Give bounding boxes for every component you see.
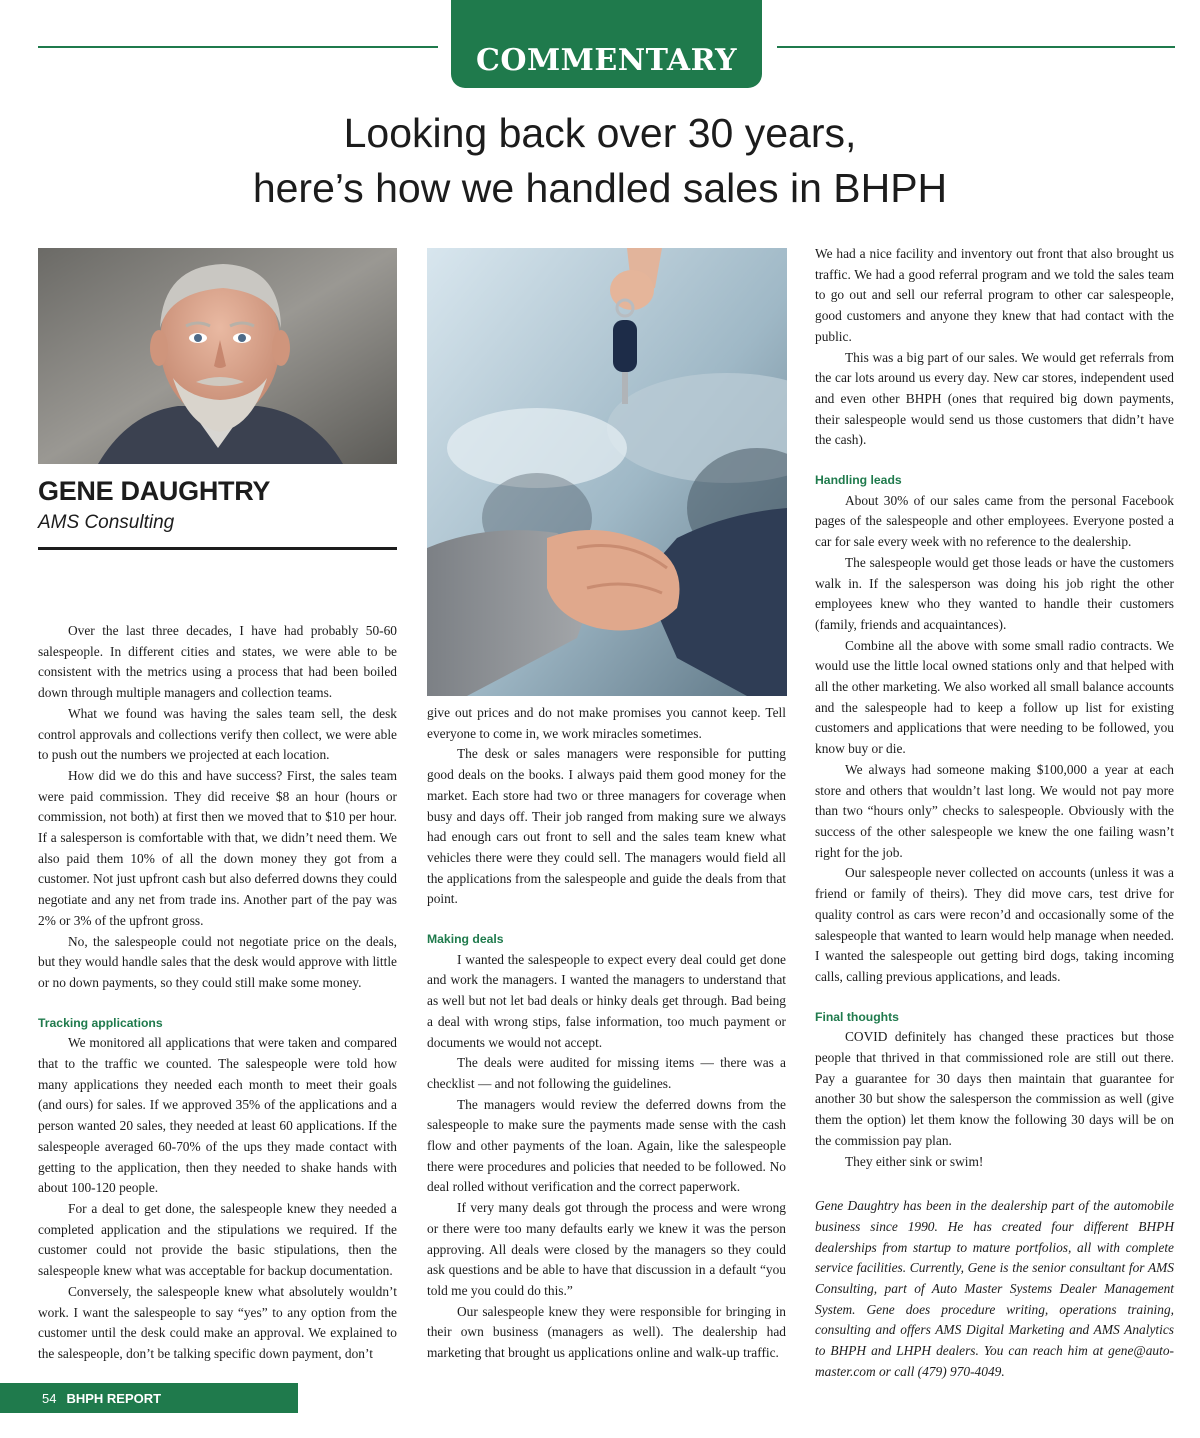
headline-line-1: Looking back over 30 years, <box>343 110 857 156</box>
page-footer <box>0 1383 298 1413</box>
paragraph: Conversely, the salespeople knew what absolutely wouldn’t work. I want the salespeople to say “yes” to any option from the customer until the desk could make an approval. We explained to the salespeople, don’t be talking specific down payment, don’t <box>38 1283 397 1361</box>
article-headline <box>0 106 1200 216</box>
publication-name: BHPH REPORT <box>66 1390 162 1406</box>
paragraph: What we found was having the sales team sell, the desk control approvals and collections verify then collect, we were able to push out the numbers we projected at each location. <box>38 705 397 763</box>
handshake-image <box>427 248 787 696</box>
subheading-making-deals: Making deals <box>427 932 504 947</box>
paragraph: We always had someone making $100,000 a year at each store and others that wouldn’t last long. We would not pay more than two “hours only” checks to salespeople. Obviously with the success of the other salespeople we knew the one failing wasn’t right for the job. <box>815 761 1174 860</box>
paragraph: If very many deals got through the process and were wrong or there were too many defaults early we knew it was the person approving. All deals were closed by the managers so they could ask questions and be able to have that discussion in a default “you told me you could do this.” <box>427 1200 786 1298</box>
header-rule-left <box>38 46 438 48</box>
author-portrait-image <box>38 248 397 464</box>
paragraph: Our salespeople never collected on accounts (unless it was a friend or family of theirs). They did move cars, test drive for quality control as cars were recon’d and occasionally some of the salespeople that wanted to learn would help manage when needed. I wanted the salespeople out getting bird dogs, taking incoming calls, calling previous applications, and leads. <box>815 865 1174 984</box>
paragraph: About 30% of our sales came from the personal Facebook pages of the salespeople and other employees. Everyone posted a car for sale every week with no reference to the dealership. <box>815 492 1174 550</box>
paragraph: The deals were audited for missing items — there was a checklist — and not following the guidelines. <box>427 1055 786 1091</box>
paragraph: Our salespeople knew they were responsible for bringing in their own business (managers as well). The dealership had marketing that brought us applications online and walk-up traffic. <box>427 1303 786 1361</box>
paragraph: For a deal to get done, the salespeople knew they needed a completed application and the stipulations we required. If the customer could not provide the basic stipulations, then the salespeople knew what was acceptable for backup documentation. <box>38 1200 397 1279</box>
author-organization: AMS Consulting <box>38 512 175 533</box>
paragraph: The desk or sales managers were responsible for putting good deals on the books. I always paid them good money for the market. Each store had two or three managers for coverage when busy and days off. Their job ranged from making sure we always had enough cars out front to sell and the sales team knew what vehicles there were they could sell. The managers would field all the applications from the salespeople and guide the deals from that point. <box>427 746 786 907</box>
paragraph: How did we do this and have success? First, the sales team were paid commission. They did receive $8 an hour (hours or commission, not both) at first then we moved that to $10 per hour. If a salesperson is comfortable with that, we didn’t need them. We also paid them 10% of all the down money they got from a customer. Not just upfront cash but also deferred downs they could negotiate and any net from trade ins. Another part of the pay was 2% or 3% of the upfront gross. <box>38 767 397 928</box>
page-number: 54 <box>42 1390 57 1406</box>
subheading-tracking-applications: Tracking applications <box>38 1015 163 1030</box>
paragraph: No, the salespeople could not negotiate price on the deals, but they would handle sales that the desk would approve with little or no down payments, so they could still make some money. <box>38 933 397 990</box>
paragraph: I wanted the salespeople to expect every deal could get done and work the managers. I wanted the managers to understand that as well but not let bad deals or hinky deals get through. Bad being a deal with wrong stips, false information, too much payment or documents we would not accept. <box>427 951 786 1050</box>
headline-line-2: here’s how we handled sales in BHPH <box>252 165 948 211</box>
author-name: GENE DAUGHTRY <box>38 476 271 506</box>
author-bio: Gene Daughtry has been in the dealership part of the automobile business since 1990. He has created four different BHPH dealerships from startup to mature portfolios, all with complete service facilities. Currently, Gene is the senior consultant for AMS Consulting, part of Auto Master Systems Dealer Management System. Gene does procedure writing, operations training, consulting and offers AMS Digital Marketing and AMS Analytics to BHPH and LHPH dealers. You can reach him at gene@auto-master.com or call (479) 970-4049. <box>815 1198 1174 1379</box>
paragraph: The salespeople would get those leads or have the customers walk in. If the salesperson was doing his job right the other employees knew who they wanted to handle their customers (family, friends and acquaintances). <box>815 554 1174 632</box>
header-rule-right <box>777 46 1175 48</box>
paragraph: We monitored all applications that were taken and compared that to the traffic we counted. The salespeople were told how many applications they needed each month to meet their goals (and ours) for sales. If we approved 35% of the applications and a person wanted 20 sales, they needed at least 60 applications. If the salespeople averaged 60-70% of the ups they made contact with getting to the application, then they needed to shake hands with about 100-120 people. <box>38 1035 397 1196</box>
section-tab <box>451 0 762 88</box>
section-label: COMMENTARY <box>475 43 738 78</box>
paragraph: They either sink or swim! <box>845 1153 984 1169</box>
paragraph: Over the last three decades, I have had probably 50-60 salespeople. In different cities and states, we were able to be consistent with the metrics using a process that had been boiled down through multiple managers and collection teams. <box>38 623 397 701</box>
author-divider <box>38 547 397 550</box>
paragraph: COVID definitely has changed these practices but those people that thrived in that commissioned role are still out there. Pay a guarantee for 30 days then maintain that guarantee for another 30 but show the salesperson the commission as well (give them the option) let them know the following 30 days will be on the commission pay plan. <box>815 1029 1174 1148</box>
paragraph: give out prices and do not make promises you cannot keep. Tell everyone to come in, we work miracles sometimes. <box>427 705 786 741</box>
paragraph: The managers would review the deferred downs from the salespeople to make sure the payments made sense with the cash flow and other payments of the loan. Again, like the salespeople there were procedures and policies that needed to be followed. No deal rolled without verification and the correct paperwork. <box>427 1096 786 1195</box>
subheading-handling-leads: Handling leads <box>815 473 902 488</box>
handshake-keys-photo <box>427 248 787 696</box>
article-column-2 <box>427 703 786 1364</box>
article-column-3 <box>815 244 1174 1383</box>
paragraph: Combine all the above with some small radio contracts. We would use the little local owned stations only and that helped with all the other marketing. We also worked all small balance accounts and the salespeople had to keep a follow up list for existing customers and applications that were needing to be followed, you know buy or die. <box>815 637 1174 757</box>
subheading-final-thoughts: Final thoughts <box>815 1009 899 1024</box>
article-column-1 <box>38 621 397 1365</box>
paragraph: We had a nice facility and inventory out front that also brought us traffic. We had a good referral program and we told the sales team to go out and sell our referral program to other car salespeople, good customers and anyone they knew that had contact with the public. <box>815 246 1174 344</box>
author-photo <box>38 248 397 464</box>
paragraph: This was a big part of our sales. We would get referrals from the car lots around us every day. New car stores, independent used and even other BHPH (ones that required big down payments, their salespeople would send us those customers that didn’t have the cash). <box>815 349 1174 448</box>
